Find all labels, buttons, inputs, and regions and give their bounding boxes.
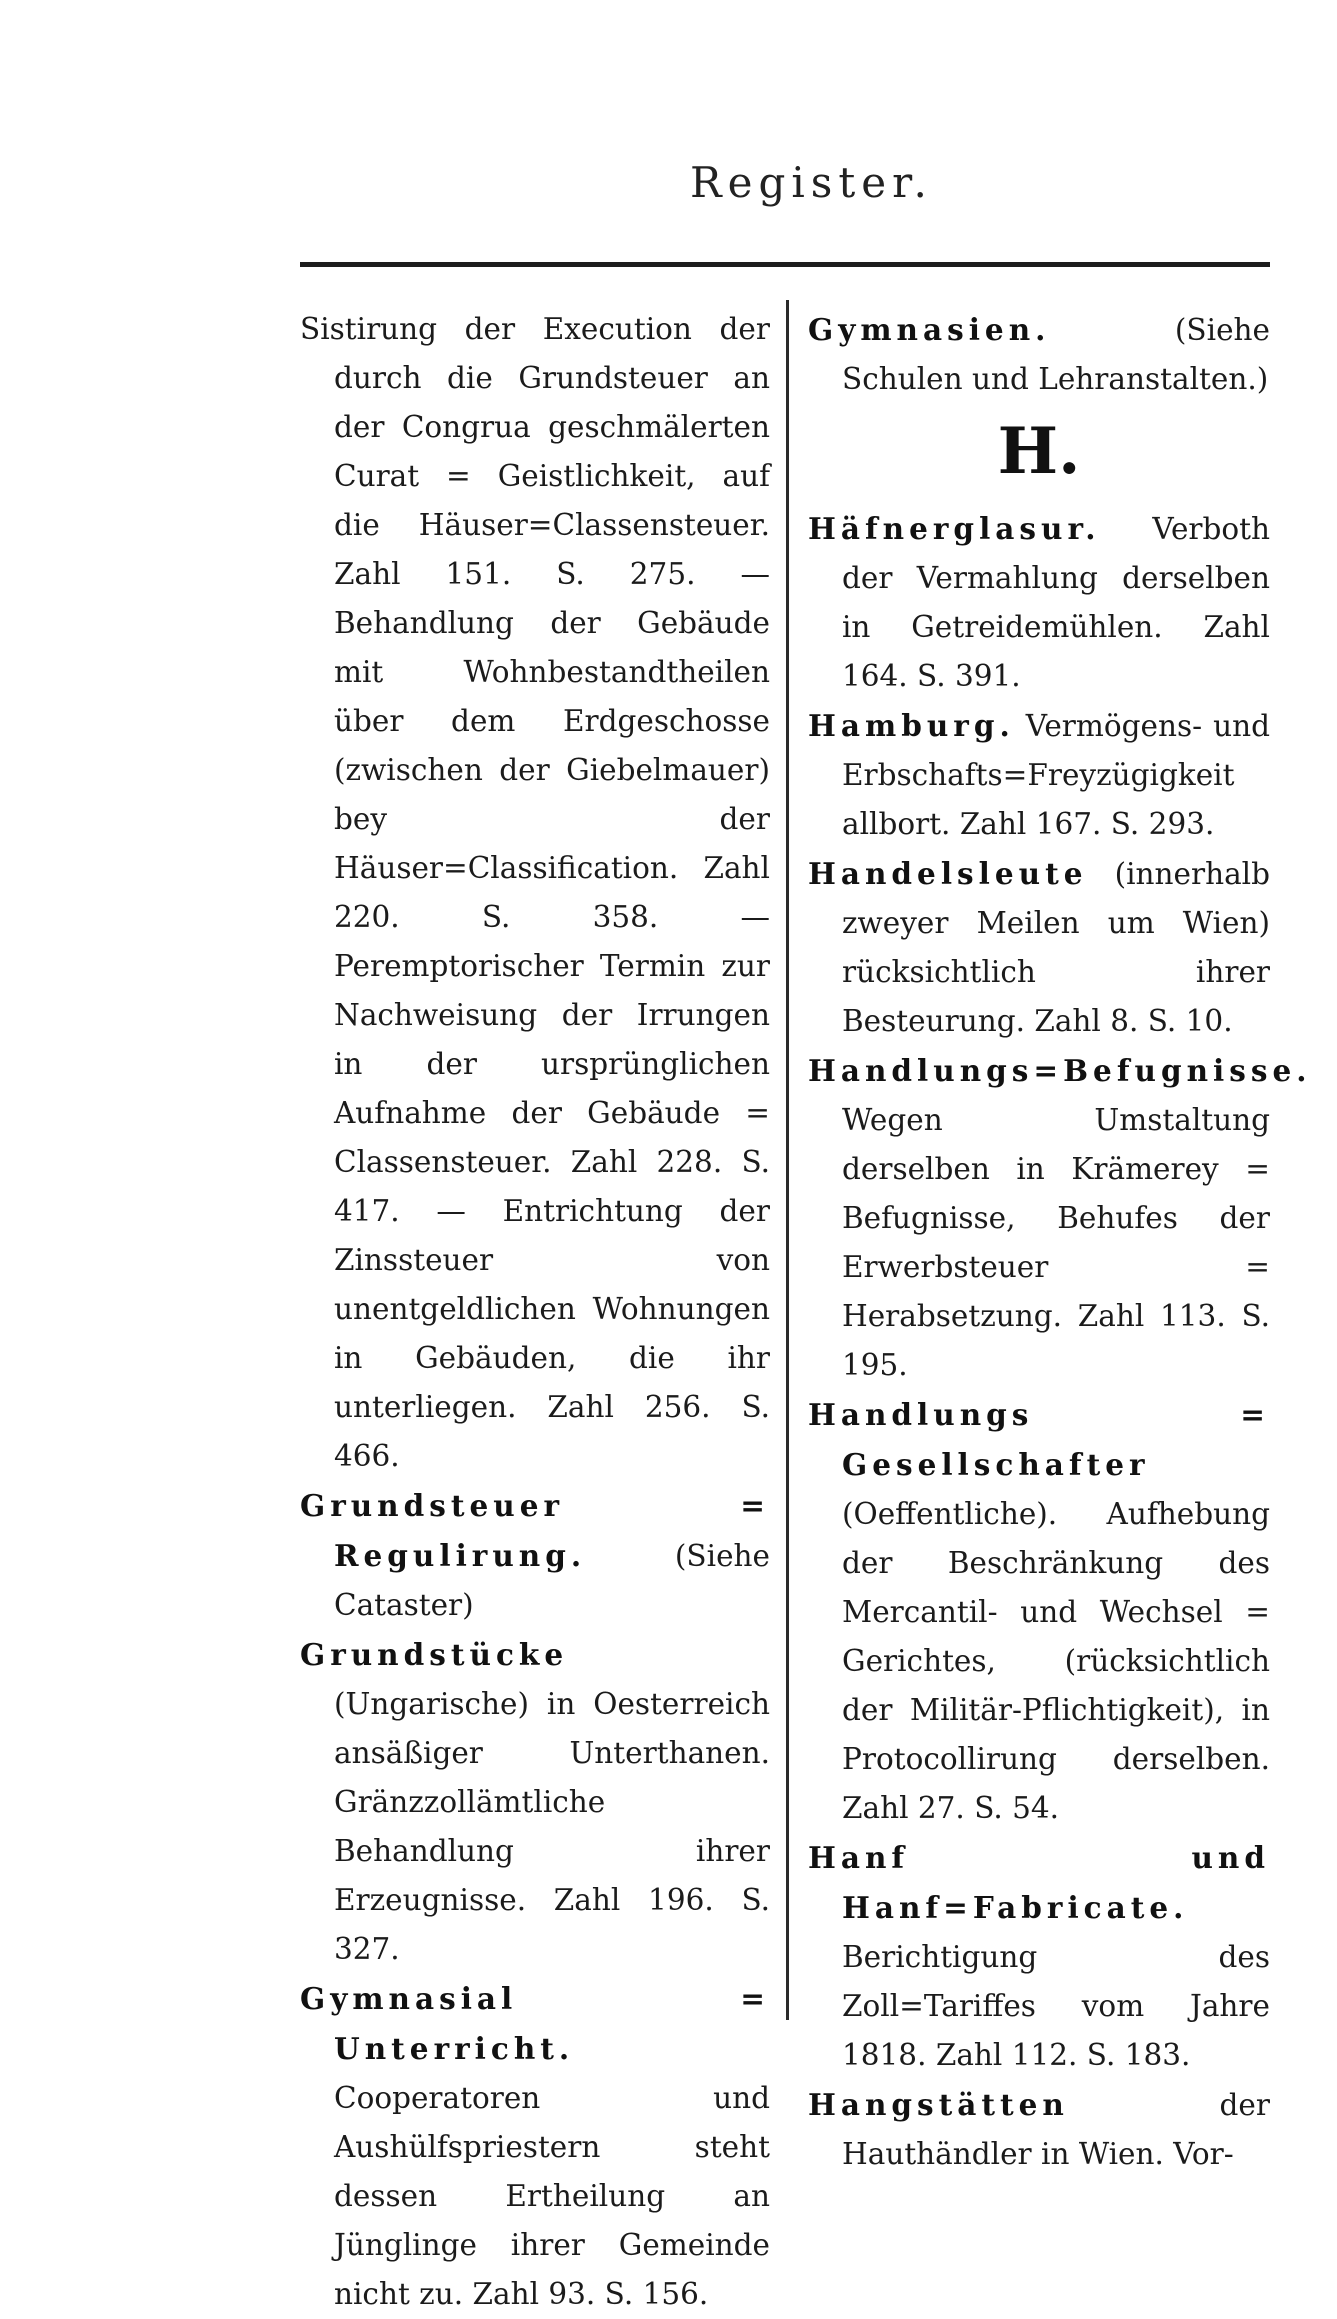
register-entry: [808, 1046, 1312, 1390]
right-column: [808, 305, 1312, 2179]
entry-keyword: Häfnerglasur.: [808, 511, 1101, 546]
register-entry: [808, 2080, 1270, 2179]
left-column: [300, 305, 770, 2319]
running-head: Register.: [690, 158, 933, 207]
register-entry: [808, 701, 1270, 849]
entry-keyword: Grundsteuer = Regulirung.: [300, 1488, 770, 1573]
entry-keyword: Hanf und Hanf=Fabricate.: [808, 1840, 1270, 1925]
entry-keyword: Handlungs = Gesellschafter: [808, 1397, 1270, 1482]
section-letter-heading: H.: [997, 414, 1081, 489]
entry-text: Wegen Umstaltung derselben in Krämerey = Befugnisse, Behufes der Erwerbsteuer = Herabsetzung. Zahl 113. S. 195.: [842, 1103, 1270, 1382]
entry-text: (Oeffentliche). Aufhebung der Beschränkung des Mercantil- und Wechsel = Gerichtes, (rücksichtlich der Militär-Pflichtigkeit), in Protocollirung derselben. Zahl 27. S. 54.: [842, 1497, 1270, 1825]
register-entry: [808, 849, 1270, 1046]
entry-text: Vermögens- und Erbschafts=Freyzügigkeit allbort. Zahl 167. S. 293.: [842, 709, 1270, 841]
entry-keyword: Gymnasial = Unterricht.: [300, 1981, 770, 2066]
register-entry: [300, 1481, 770, 1630]
register-entry: [808, 1833, 1270, 2080]
header-rule: [300, 262, 1270, 267]
entry-text: Berichtigung des Zoll=Tariffes vom Jahre 1818. Zahl 112. S. 183.: [842, 1940, 1270, 2072]
entry-keyword: Hamburg.: [808, 708, 1015, 743]
entry-keyword: Grundstücke: [300, 1637, 569, 1672]
column-divider: [786, 300, 789, 2020]
register-entry: [808, 1390, 1270, 1833]
entry-keyword: Gymnasien.: [808, 312, 1051, 347]
register-entry: [808, 504, 1270, 701]
register-entry: [808, 305, 1270, 404]
register-entry: [300, 1630, 770, 1974]
entry-text: Verboth der Vermahlung derselben in Getreidemühlen. Zahl 164. S. 391.: [842, 512, 1270, 693]
entry-text: Sistirung der Execution der durch die Grundsteuer an der Congrua geschmälerten Curat = Geistlichkeit, auf die Häuser=Classensteuer. Zahl 151. S. 275. — Behandlung der Gebäude mit Wohnbestandtheilen über dem Erdgeschosse (zwischen der Giebelmauer) bey der Häuser=Classification. Zahl 220. S. 358. — Peremptorischer Termin zur Nachweisung der Irrungen in der ursprünglichen Aufnahme der Gebäude = Classensteuer. Zahl 228. S. 417. — Entrichtung der Zinssteuer von unentgeldlichen Wohnungen in Gebäuden, die ihr unterliegen. Zahl 256. S. 466.: [300, 312, 770, 1473]
entry-text: (innerhalb zweyer Meilen um Wien) rücksichtlich ihrer Besteurung. Zahl 8. S. 10.: [842, 857, 1270, 1038]
entry-text: (Siehe Schulen und Lehranstalten.): [842, 313, 1270, 396]
entry-text: (Ungarische) in Oesterreich ansäßiger Unterthanen. Gränzzollämtliche Behandlung ihrer Erzeugnisse. Zahl 196. S. 327.: [334, 1687, 770, 1966]
register-entry: [300, 305, 770, 1481]
entry-text: Cooperatoren und Aushülfspriestern steht dessen Ertheilung an Jünglinge ihrer Gemeinde nicht zu. Zahl 93. S. 156.: [334, 2081, 770, 2311]
register-entry: [300, 1974, 770, 2319]
entry-keyword: Hangstätten: [808, 2087, 1069, 2122]
entry-text: (Siehe Cataster): [334, 1539, 770, 1622]
entry-text: der Hauthändler in Wien. Vor-: [842, 2088, 1270, 2171]
entry-keyword: Handelsleute: [808, 856, 1088, 891]
entry-keyword: Handlungs=Befugnisse.: [808, 1053, 1312, 1088]
